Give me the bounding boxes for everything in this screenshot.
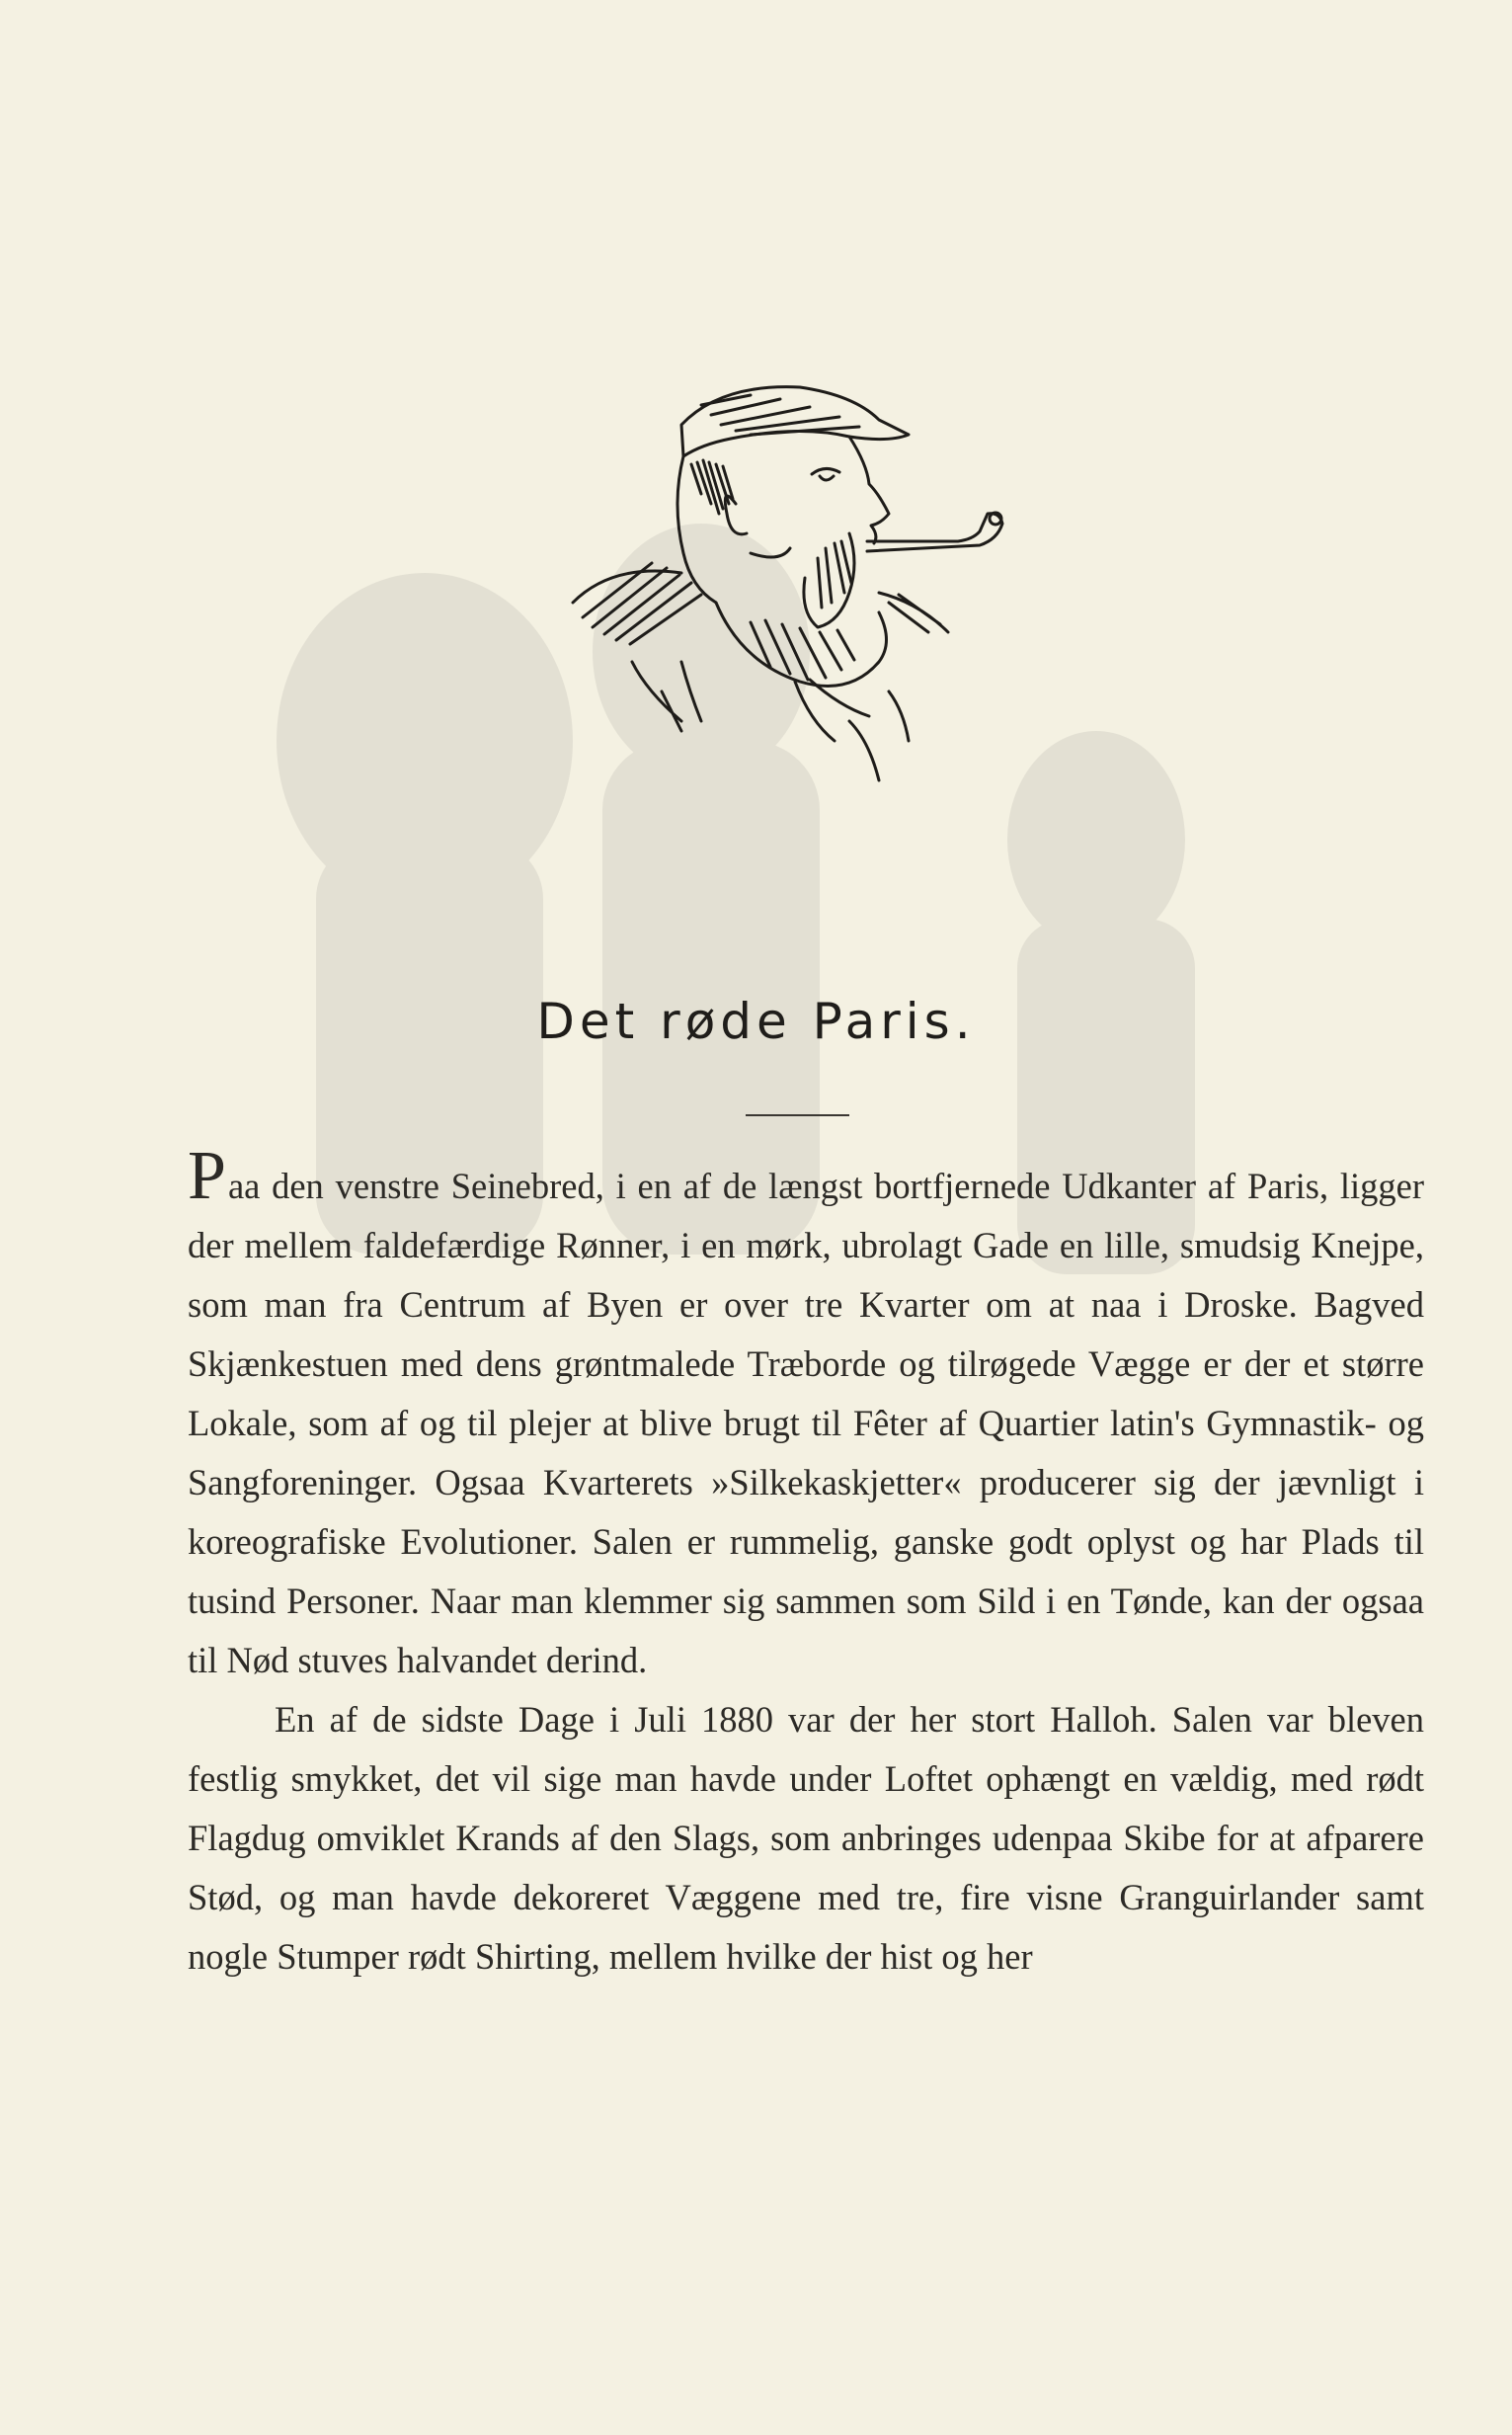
chapter-text <box>188 1138 1424 1987</box>
paragraph-2: En af de sidste Dage i Juli 1880 var der her stort Halloh. Salen var bleven festlig smykket, det vil sige man havde under Loftet ophængt en vældig, med rødt Flagdug omviklet Krands af den Slags, som anbringes udenpaa Skibe for at afparere Stød, og man havde dekoreret Væggene med tre, fire visne Granguirlander samt nogle Stumper rødt Shirting, mellem hvilke der hist og her <box>188 1699 1424 1977</box>
paragraph-1 <box>188 1138 1424 1690</box>
paragraph-1-text: aa den venstre Seinebred, i en af de længst bortfjernede Udkanter af Paris, ligger der mellem faldefærdige Rønner, i en mørk, ubrolagt Gade en lille, smudsig Knejpe, som man fra Centrum af Byen er over tre Kvarter om at naa i Droske. Bagved Skjænkestuen med dens grøntmalede Træborde og tilrøgede Vægge er der et større Lokale, som af og til plejer at blive brugt til Fêter af Quartier latin's Gymnastik- og Sangforeninger. Ogsaa Kvarterets »Silkekaskjetter« producerer sig der jævnligt i koreografiske Evolutioner. Salen er rummelig, ganske godt oplyst og har Plads til tusind Personer. Naar man klemmer sig sammen som Sild i en Tønde, kan der ogsaa til Nød stuves halvandet derind. <box>188 1166 1424 1680</box>
chapter-title: Det røde Paris. <box>536 993 976 1050</box>
initial-letter: P <box>188 1138 226 1214</box>
man-with-pipe-illustration <box>553 365 1047 820</box>
title-divider <box>746 1114 849 1116</box>
